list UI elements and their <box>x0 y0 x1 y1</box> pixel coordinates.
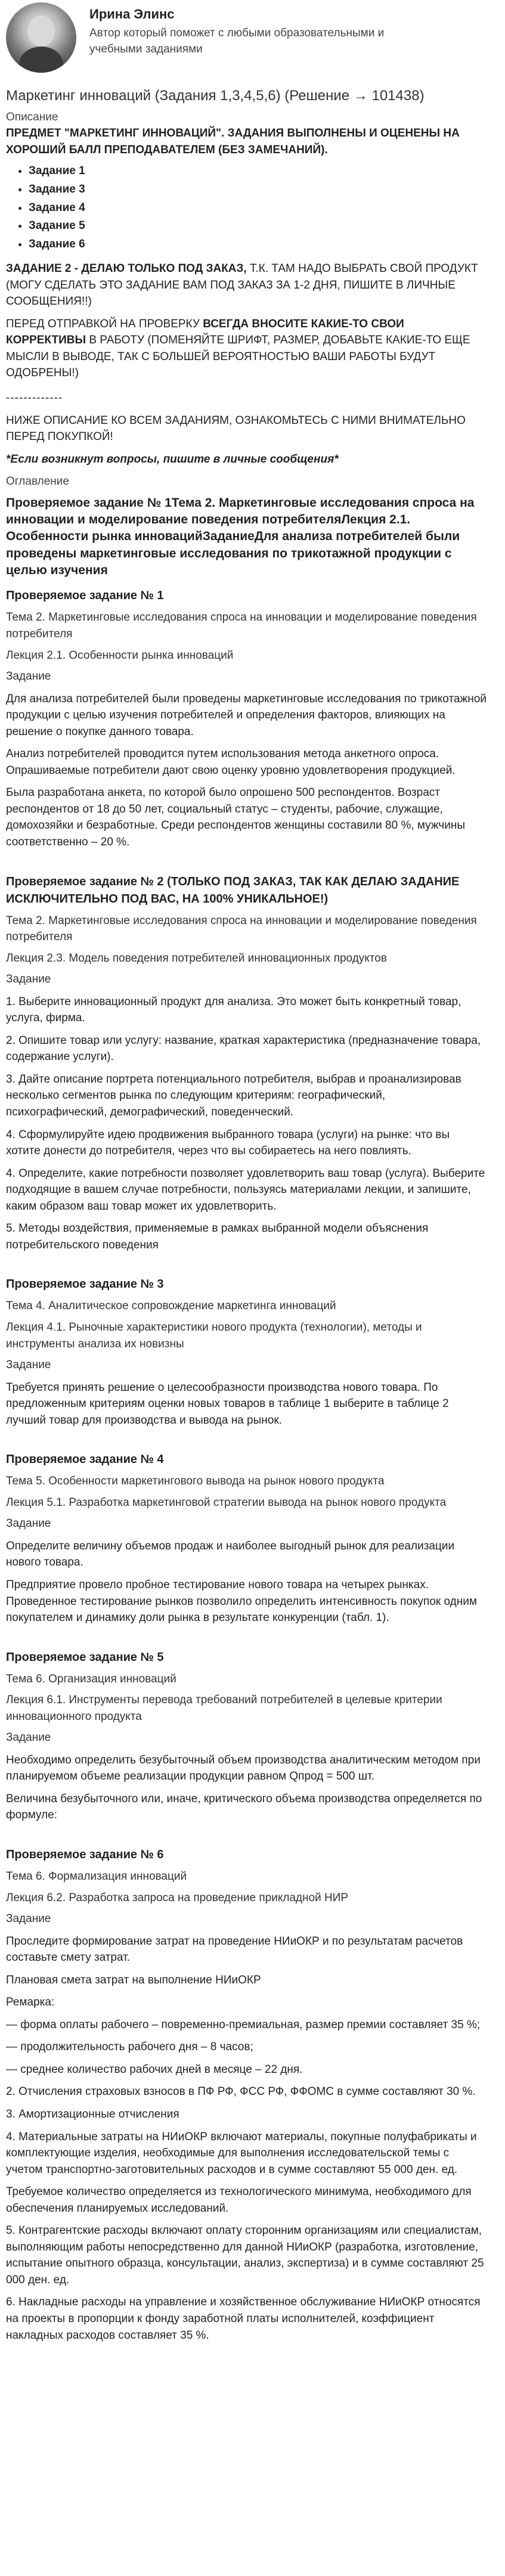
task1-paragraph: Была разработана анкета, по которой было опрошено 500 респондентов. Возраст респондентов от 18 до 50 лет, социальный статус – студенты, рабочие, служащие, домохозяйки и безработные. Среди респондентов женщины составили 80 %, мужчины соответственно – 20 %. <box>6 786 466 849</box>
list-item: • Задание 6 <box>29 236 487 253</box>
toc-heading: Проверяемое задание № 1Тема 2. Маркетинговые исследования спроса на инновации и моделирование поведения потребителяЛекция 2.1. Особенности рынка инновацийЗаданиеДля анализа потребителей были проведены маркетинговые исследования по трикотажной продукции с целью изучения <box>6 495 475 578</box>
task2-step: 4. Сформулируйте идею продвижения выбранного товара (услуги) на рынке: что вы хотите донести до потребителя, через что вы собираетесь на него повлиять. <box>6 1128 450 1158</box>
note-check-part1: ПЕРЕД ОТПРАВКОЙ НА ПРОВЕРКУ <box>6 317 203 330</box>
task5-lecture: Лекция 6.1. Инструменты перевода требований потребителей в целевые критерии инновационного продукта <box>6 1694 442 1723</box>
task6-paragraph: 6. Накладные расходы на управление и хозяйственное обслуживание НИиОКР относятся на проекты в пропорции к фонду заработной платы исполнителей, коэффициент накладных расходов составляет 35 %. <box>6 2296 481 2342</box>
author-card[interactable] <box>6 0 487 80</box>
note-task2-bold: ЗАДАНИЕ 2 - ДЕЛАЮ ТОЛЬКО ПОД ЗАКАЗ, <box>6 262 247 275</box>
list-item: • Задание 3 <box>29 181 487 198</box>
task1-topic: Тема 2. Маркетинговые исследования спроса на инновации и моделирование поведения потребителя <box>6 611 477 640</box>
task6-paragraph: Ремарка: <box>6 1996 55 2009</box>
task3-title: Проверяемое задание № 3 <box>6 1278 164 1291</box>
note-read: НИЖЕ ОПИСАНИЕ КО ВСЕМ ЗАДАНИЯМ, ОЗНАКОМЬТЕСЬ С НИМИ ВНИМАТЕЛЬНО ПЕРЕД ПОКУПКОЙ! <box>6 414 466 444</box>
task3-topic: Тема 4. Аналитическое сопровождение маркетинга инноваций <box>6 1300 336 1313</box>
task4-paragraph: Предприятие провело пробное тестирование нового товара на четырех рынках. Проведенное тестирование рынков позволило определить интенсивность покупок одним покупателем и динамику доли рынка в результате конкуренции (табл. 1). <box>6 1578 477 1625</box>
task5-label: Задание <box>6 1731 51 1744</box>
task2-lecture: Лекция 2.3. Модель поведения потребителей инновационных продуктов <box>6 951 387 965</box>
task6-paragraph: Проследите формирование затрат на проведение НИиОКР и по результатам расчетов составьте смету затрат. <box>6 1935 463 1964</box>
task6-label: Задание <box>6 1912 51 1926</box>
list-item: • Задание 4 <box>29 200 487 216</box>
task6-lecture: Лекция 6.2. Разработка запроса на проведение прикладной НИР <box>6 1891 349 1904</box>
task1-paragraph: Анализ потребителей проводится путем использования метода анкетного опроса. Опрашиваемые потребители дают свою оценку уровню удовлетворения продукцией. <box>6 748 456 777</box>
task6-title: Проверяемое задание № 6 <box>6 1847 164 1861</box>
task3-lecture: Лекция 4.1. Рыночные характеристики нового продукта (технологии), методы и инструменты анализа их новизны <box>6 1320 422 1350</box>
task3-label: Задание <box>6 1359 51 1372</box>
task2-step: 5. Методы воздействия, применяемые в рамках выбранной модели объяснения потребительского поведения <box>6 1222 429 1251</box>
task2-title: Проверяемое задание № 2 (ТОЛЬКО ПОД ЗАКАЗ, ТАК КАК ДЕЛАЮ ЗАДАНИЕ ИСКЛЮЧИТЕЛЬНО ПОД ВАС, НА 100% УНИКАЛЬНОЕ!) <box>6 875 460 906</box>
task6-paragraph: 2. Отчисления страховых взносов в ПФ РФ, ФСС РФ, ФФОМС в сумме составляют 30 %. <box>6 2085 476 2098</box>
task2-label: Задание <box>6 973 51 986</box>
task6-paragraph: — форма оплаты рабочего – повременно-премиальная, размер премии составляет 35 %; <box>6 2018 481 2031</box>
task4-title: Проверяемое задание № 4 <box>6 1453 164 1467</box>
task4-paragraph: Определите величину объемов продаж и наиболее выгодный рынок для реализации нового товара. <box>6 1539 455 1569</box>
task4-label: Задание <box>6 1517 51 1530</box>
task2-topic: Тема 2. Маркетинговые исследования спроса на инновации и моделирование поведения потребителя <box>6 914 477 944</box>
task5-title: Проверяемое задание № 5 <box>6 1650 164 1664</box>
task6-paragraph: Плановая смета затрат на выполнение НИиОКР <box>6 1973 261 1986</box>
author-description: Автор который поможет с любыми образовательными и учебными заданиями <box>89 26 385 56</box>
task4-lecture: Лекция 5.1. Разработка маркетинговой стратегии вывода на рынок нового продукта <box>6 1496 447 1509</box>
note-questions: *Если возникнут вопросы, пишите в личные сообщения* <box>6 452 339 466</box>
task-list <box>6 163 487 252</box>
task6-paragraph: 4. Материальные затраты на НИиОКР включают материалы, покупные полуфабрикаты и комплектующие изделия, необходимые для выполнения исследовательской темы с учетом транспортно-заготовительных расходов и в сумме составляют 55 000 ден. ед. <box>6 2130 477 2176</box>
toc-label: Оглавление <box>6 475 69 488</box>
task2-step: 3. Дайте описание портрета потенциального потребителя, выбрав и проанализировав несколько сегментов рынка по следующим критериям: географический, психографический, демографический, поведенческий. <box>6 1072 461 1119</box>
avatar[interactable] <box>6 2 76 73</box>
task2-step: 2. Опишите товар или услугу: название, краткая характеристика (предназначение товара, содержание услуги). <box>6 1034 481 1064</box>
task6-paragraph: Требуемое количество определяется из технологического минимума, необходимого для обеспечения планируемых исследований. <box>6 2186 472 2215</box>
task5-paragraph: Величина безубыточного или, иначе, критического объема производства определяется по формуле: <box>6 1792 482 1822</box>
page-title: Маркетинг инноваций (Задания 1,3,4,5,6) (Решение → 101438) <box>6 88 425 104</box>
divider: ------------- <box>6 392 63 404</box>
task5-paragraph: Необходимо определить безубыточный объем производства аналитическим методом при планируемом объеме реализации продукции равном Qпрод = 500 шт. <box>6 1753 481 1783</box>
task1-paragraph: Для анализа потребителей были проведены маркетинговые исследования по трикотажной продукции с целью изучения потребителей и определения факторов, влияющих на решение о покупке данного товара. <box>6 692 487 738</box>
author-info <box>89 2 399 58</box>
note-check <box>6 316 487 382</box>
subject-line: ПРЕДМЕТ "МАРКЕТИНГ ИННОВАЦИЙ". ЗАДАНИЯ ВЫПОЛНЕНЫ И ОЦЕНЕНЫ НА ХОРОШИЙ БАЛЛ ПРЕПОДАВАТЕЛЕМ (БЕЗ ЗАМЕЧАНИЙ). <box>6 127 460 156</box>
task1-label: Задание <box>6 670 51 683</box>
description-label: Описание <box>6 110 58 123</box>
task6-paragraph: — продолжительность рабочего дня – 8 часов; <box>6 2041 253 2054</box>
author-name[interactable]: Ирина Элинс <box>89 7 175 21</box>
task6-paragraph: 3. Амортизационные отчисления <box>6 2108 179 2121</box>
list-item: • Задание 5 <box>29 218 487 234</box>
task2-step: 4. Определите, какие потребности позволяет удовлетворить ваш товар (услуга). Выберите подходящие в вашем случае потребности, пользуясь материалами лекции, и запишите, каким образом ваш товар может их удовлетворить. <box>6 1167 485 1213</box>
task4-topic: Тема 5. Особенности маркетингового вывода на рынок нового продукта <box>6 1475 385 1488</box>
task1-lecture: Лекция 2.1. Особенности рынка инноваций <box>6 649 234 662</box>
task1-title: Проверяемое задание № 1 <box>6 589 164 603</box>
note-task2 <box>6 261 487 310</box>
note-check-bold: ВСЕГДА ВНОСИТЕ КАКИЕ-ТО СВОИ КОРРЕКТИВЫ <box>6 317 404 347</box>
task5-topic: Тема 6. Организация инноваций <box>6 1672 176 1685</box>
task6-paragraph: — среднее количество рабочих дней в месяце – 22 дня. <box>6 2063 303 2076</box>
task2-step: 1. Выберите инновационный продукт для анализа. Это может быть конкретный товар, услуга, фирма. <box>6 995 461 1025</box>
list-item: • Задание 1 <box>29 163 487 179</box>
note-task2-rest: Т.К. ТАМ НАДО ВЫБРАТЬ СВОЙ ПРОДУКТ (МОГУ СДЕЛАТЬ ЭТО ЗАДАНИЕ ВАМ ПОД ЗАКАЗ ЗА 1-2 ДНЯ, ПИШИТЕ В ЛИЧНЫЕ СООБЩЕНИЯ!!) <box>6 262 478 308</box>
task6-paragraph: 5. Контрагентские расходы включают оплату сторонним организациям или специалистам, выполняющим работы непосредственно для данной НИиОКР (разработка, изготовление, испытание опытного образца, консультации, анализ, экспертиза) и в сумме составляют 25 000 ден. ед. <box>6 2224 484 2286</box>
note-check-part2: В РАБОТУ (ПОМЕНЯЙТЕ ШРИФТ, РАЗМЕР, ДОБАВЬТЕ КАКИЕ-ТО ЕЩЕ МЫСЛИ В ВЫВОДЕ, ТАК С БОЛЬШЕЙ ВЕРОЯТНОСТЬЮ ВАШИ РАБОТЫ БУДУТ ОДОБРЕНЫ!) <box>6 334 470 380</box>
task3-paragraph: Требуется принять решение о целесообразности производства нового товара. По предложенным критериям оценки новых товаров в таблице 1 выберите в таблице 2 лучший товар для производства и вывода на рынок. <box>6 1381 449 1427</box>
task6-topic: Тема 6. Формализация инноваций <box>6 1870 187 1883</box>
